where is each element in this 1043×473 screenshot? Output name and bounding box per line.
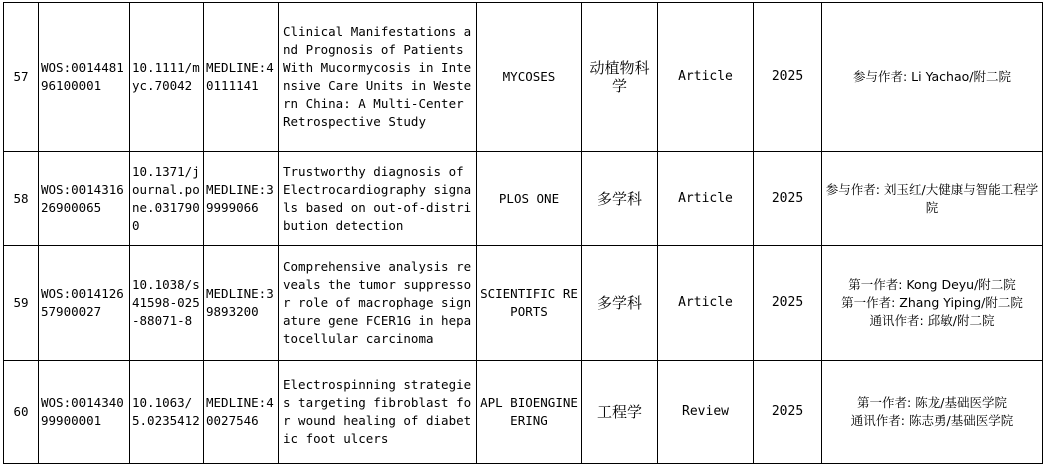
journal-name: APL BIOENGINEERING xyxy=(477,361,582,464)
row-number: 58 xyxy=(4,152,39,246)
wos-id: WOS:001434099900001 xyxy=(39,361,130,464)
document-type: Article xyxy=(658,152,754,246)
document-type: Article xyxy=(658,246,754,361)
publication-year: 2025 xyxy=(754,361,822,464)
article-title: Comprehensive analysis reveals the tumor suppressor role of macrophage signature gene FCER1G in hepatocellular carcinoma xyxy=(279,246,477,361)
medline-id: MEDLINE:40111141 xyxy=(204,3,279,152)
subject-category: 工程学 xyxy=(582,361,658,464)
publication-year: 2025 xyxy=(754,3,822,152)
journal-name: SCIENTIFIC REPORTS xyxy=(477,246,582,361)
author-entry: 第一作者: Kong Deyu/附二院 xyxy=(848,277,1016,292)
author-entry: 通讯作者: 邱敏/附二院 xyxy=(869,313,995,328)
author-list xyxy=(822,246,1043,361)
article-title: Electrospinning strategies targeting fibroblast for wound healing of diabetic foot ulcers xyxy=(279,361,477,464)
publications-table xyxy=(3,2,1043,464)
row-number: 60 xyxy=(4,361,39,464)
article-title: Trustworthy diagnosis of Electrocardiography signals based on out-of-distribution detection xyxy=(279,152,477,246)
doi: 10.1038/s41598-025-88071-8 xyxy=(130,246,204,361)
medline-id: MEDLINE:39893200 xyxy=(204,246,279,361)
document-type: Review xyxy=(658,361,754,464)
article-title: Clinical Manifestations and Prognosis of Patients With Mucormycosis in Intensive Care Units in Western China: A Multi-Center Retrospective Study xyxy=(279,3,477,152)
row-number: 57 xyxy=(4,3,39,152)
medline-id: MEDLINE:40027546 xyxy=(204,361,279,464)
publication-year: 2025 xyxy=(754,246,822,361)
journal-name: MYCOSES xyxy=(477,3,582,152)
table-row xyxy=(4,3,1043,152)
author-entry: 参与作者: Li Yachao/附二院 xyxy=(853,69,1011,84)
wos-id: WOS:001431626900065 xyxy=(39,152,130,246)
doi: 10.1063/5.0235412 xyxy=(130,361,204,464)
subject-category: 动植物科学 xyxy=(582,3,658,152)
journal-name: PLOS ONE xyxy=(477,152,582,246)
doi: 10.1371/journal.pone.0317900 xyxy=(130,152,204,246)
row-number: 59 xyxy=(4,246,39,361)
publication-year: 2025 xyxy=(754,152,822,246)
subject-category: 多学科 xyxy=(582,152,658,246)
table-row xyxy=(4,246,1043,361)
table-row xyxy=(4,361,1043,464)
document-type: Article xyxy=(658,3,754,152)
author-entry: 第一作者: 陈龙/基础医学院 xyxy=(857,395,1007,410)
author-entry: 参与作者: 刘玉红/大健康与智能工程学院 xyxy=(825,181,1039,215)
wos-id: WOS:001412657900027 xyxy=(39,246,130,361)
table-row xyxy=(4,152,1043,246)
author-list xyxy=(822,152,1043,246)
wos-id: WOS:001448196100001 xyxy=(39,3,130,152)
author-entry: 通讯作者: 陈志勇/基础医学院 xyxy=(850,413,1014,428)
doi: 10.1111/myc.70042 xyxy=(130,3,204,152)
author-entry: 第一作者: Zhang Yiping/附二院 xyxy=(841,295,1023,310)
author-list xyxy=(822,361,1043,464)
author-list xyxy=(822,3,1043,152)
medline-id: MEDLINE:39999066 xyxy=(204,152,279,246)
subject-category: 多学科 xyxy=(582,246,658,361)
